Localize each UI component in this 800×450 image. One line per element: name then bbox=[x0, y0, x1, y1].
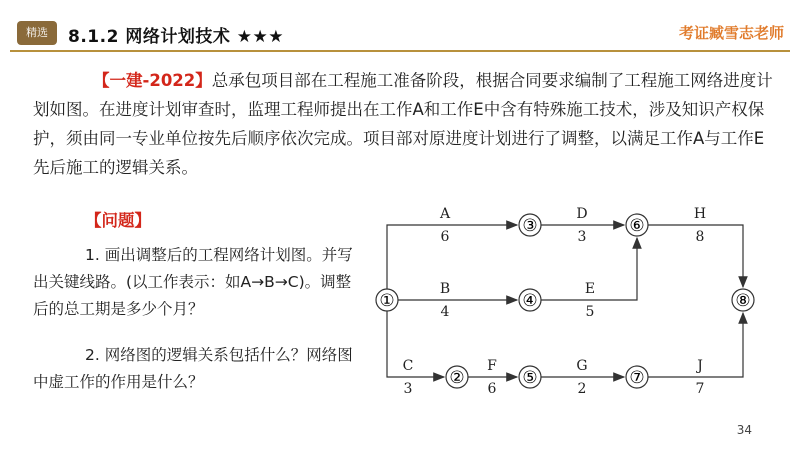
node-8 bbox=[732, 289, 754, 311]
network-diagram bbox=[360, 195, 780, 405]
activity-A-duration: 6 bbox=[440, 229, 450, 245]
page-title: 8.1.2 网络计划技术 ★★★ bbox=[68, 27, 284, 47]
question-tag: 【一建-2022】 bbox=[93, 71, 212, 90]
activity-J-name: J bbox=[697, 358, 703, 374]
arrow-A bbox=[387, 225, 517, 289]
header-divider bbox=[10, 50, 790, 52]
node-2 bbox=[446, 366, 468, 388]
arrow-J bbox=[648, 313, 743, 377]
activity-D-duration: 3 bbox=[577, 229, 587, 245]
header bbox=[0, 0, 800, 60]
question-2 bbox=[33, 342, 363, 396]
question-1-text: 1. 画出调整后的工程网络计划图。并写出关键线路。(以工作表示：如A→B→C)。调整后的总工期是多少个月？ bbox=[33, 246, 353, 318]
brand-name: 考证臧雪志老师 bbox=[678, 24, 784, 42]
question-1 bbox=[33, 242, 363, 323]
question-label: 【问题】 bbox=[85, 211, 151, 230]
node-3 bbox=[519, 214, 541, 236]
page-number: 34 bbox=[736, 423, 752, 437]
arrow-C bbox=[387, 311, 444, 377]
question-2-text: 2. 网络图的逻辑关系包括什么？网络图中虚工作的作用是什么？ bbox=[33, 346, 353, 391]
activity-H-name: H bbox=[693, 206, 707, 222]
svg-text:⑧: ⑧ bbox=[735, 291, 751, 311]
activity-H-duration: 8 bbox=[695, 229, 705, 245]
activity-G-name: G bbox=[576, 358, 588, 374]
activity-G-duration: 2 bbox=[577, 381, 587, 397]
svg-text:③: ③ bbox=[522, 216, 538, 236]
svg-text:⑤: ⑤ bbox=[522, 368, 538, 388]
activity-C-name: C bbox=[402, 358, 414, 374]
activity-E-duration: 5 bbox=[585, 304, 595, 320]
activity-C-duration: 3 bbox=[403, 381, 413, 397]
activity-E-name: E bbox=[584, 281, 596, 297]
activity-F-name: F bbox=[487, 358, 497, 374]
node-4 bbox=[519, 289, 541, 311]
activity-B-name: B bbox=[439, 281, 451, 297]
svg-text:⑦: ⑦ bbox=[629, 368, 645, 388]
activity-A-name: A bbox=[439, 206, 451, 222]
node-7 bbox=[626, 366, 648, 388]
svg-text:②: ② bbox=[449, 368, 465, 388]
svg-text:①: ① bbox=[379, 291, 395, 311]
question-body: 总承包项目部在工程施工准备阶段，根据合同要求编制了工程施工网络进度计划如图。在进度计划审查时，监理工程师提出在工作A和工作E中含有特殊施工技术，涉及知识产权保护，须由同一专业单位按先后顺序依次完成。项目部对原进度计划进行了调整，以满足工作A与工作E先后施工的逻辑关系。 bbox=[33, 71, 773, 177]
node-1 bbox=[376, 289, 398, 311]
badge: 精选 bbox=[17, 21, 57, 45]
activity-F-duration: 6 bbox=[487, 381, 497, 397]
svg-text:⑥: ⑥ bbox=[629, 216, 645, 236]
question-paragraph bbox=[33, 66, 778, 182]
activity-D-name: D bbox=[576, 206, 588, 222]
node-5 bbox=[519, 366, 541, 388]
activity-J-duration: 7 bbox=[695, 381, 705, 397]
node-6 bbox=[626, 214, 648, 236]
svg-text:④: ④ bbox=[522, 291, 538, 311]
activity-B-duration: 4 bbox=[440, 304, 450, 320]
